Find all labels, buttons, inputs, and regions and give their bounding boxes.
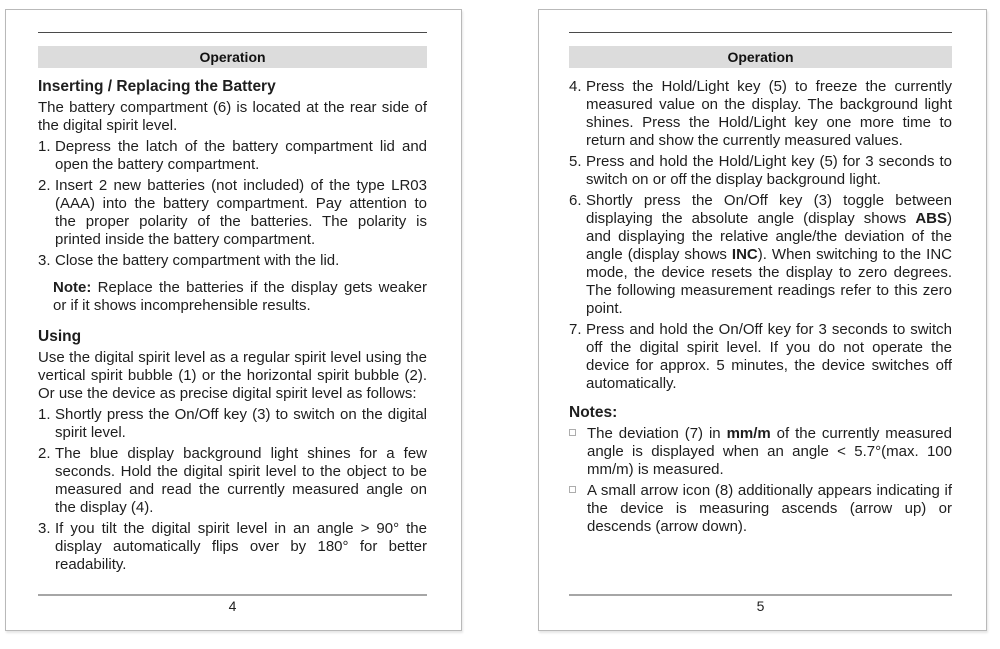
item-number: 2. <box>38 445 51 462</box>
text-run: The deviation (7) in <box>587 425 727 442</box>
text-run: Close the battery compartment with the lid. <box>55 252 340 269</box>
text-run: Use the digital spirit level as a regular spirit level using the vertical spirit bubble (1) or the horizontal spirit bubble (2). Or use the device as precise digital spirit level as follows: <box>38 349 427 402</box>
numbered-item <box>38 177 427 249</box>
item-number: 4. <box>569 78 582 95</box>
heading: Notes: <box>569 404 618 421</box>
text-run: Press the Hold/Light key (5) to freeze the currently measured value on the display. The background light shines. Press the Hold/Light key one more time to return and show the currently measured values. <box>586 78 952 149</box>
text-run: Depress the latch of the battery compartment lid and open the battery compartment. <box>55 138 427 173</box>
bulleted-item <box>569 425 952 479</box>
text-run: The blue display background light shines for a few seconds. Hold the digital spirit level to the object to be measured and read the currently measured angle on the display (4). <box>55 445 427 516</box>
page-content <box>569 78 952 590</box>
page-inner <box>539 10 986 630</box>
item-number: 7. <box>569 321 582 338</box>
item-text <box>55 252 427 270</box>
page-number: 4 <box>228 598 237 614</box>
item-text <box>587 482 952 536</box>
square-bullet-icon <box>569 425 587 479</box>
text-run: Press and hold the Hold/Light key (5) for 3 seconds to switch on or off the display background light. <box>586 153 952 188</box>
section-header-title: Operation <box>727 49 794 65</box>
item-text <box>55 138 427 174</box>
heading: Inserting / Replacing the Battery <box>38 78 276 95</box>
page-footer <box>38 594 427 614</box>
page <box>5 9 462 631</box>
square-bullet-icon <box>569 482 587 536</box>
page-content <box>38 78 427 590</box>
paragraph <box>38 349 427 403</box>
numbered-item <box>38 445 427 517</box>
page-inner <box>6 10 461 630</box>
item-text <box>586 192 952 318</box>
numbered-item <box>569 78 952 150</box>
item-text <box>55 177 427 249</box>
numbered-item <box>569 153 952 189</box>
section-header-bar <box>38 46 427 68</box>
item-number: 2. <box>38 177 51 194</box>
item-text <box>55 445 427 517</box>
text-run: of the currently measured angle is displayed when an angle < 5.7°(max. 100 mm/m) is measured. <box>587 425 952 478</box>
numbered-item <box>38 406 427 442</box>
bold-term: mm/m <box>726 425 771 442</box>
numbered-item <box>38 520 427 574</box>
numbered-item <box>38 138 427 174</box>
section-header-bar <box>569 46 952 68</box>
item-number: 1. <box>38 406 51 423</box>
text-run: Press and hold the On/Off key for 3 seconds to switch off the digital spirit level. If you do not operate the device for approx. 5 minutes, the device switches off automatically. <box>586 321 952 392</box>
text-run: If you tilt the digital spirit level in an angle > 90° the display automatically flips over by 180° for better readability. <box>55 520 427 573</box>
item-text <box>587 425 952 479</box>
item-text <box>55 520 427 574</box>
item-text <box>55 406 427 442</box>
text-run: A small arrow icon (8) additionally appears indicating if the device is measuring ascends (arrow up) or descends (arrow down). <box>587 482 952 535</box>
numbered-item <box>569 192 952 318</box>
page <box>538 9 987 631</box>
bulleted-item <box>569 482 952 536</box>
item-number: 1. <box>38 138 51 155</box>
page-footer <box>569 594 952 614</box>
text-run: Replace the batteries if the display gets weaker or if it shows incomprehensible results. <box>53 279 427 314</box>
text-run: Shortly press the On/Off key (3) to switch on the digital spirit level. <box>55 406 427 441</box>
bold-term: INC <box>731 246 758 263</box>
top-rule <box>569 32 952 33</box>
page-number: 5 <box>756 598 765 614</box>
paragraph <box>38 99 427 135</box>
text-run: The battery compartment (6) is located at the rear side of the digital spirit level. <box>38 99 427 134</box>
square-bullet-icon <box>569 429 576 436</box>
item-text <box>586 78 952 150</box>
item-text <box>586 153 952 189</box>
bold-term: ABS <box>915 210 947 227</box>
item-number: 5. <box>569 153 582 170</box>
item-number: 3. <box>38 252 51 269</box>
item-text <box>586 321 952 393</box>
text-run: ) and displaying the relative angle/the deviation of the angle (display shows <box>586 210 952 263</box>
note-paragraph <box>38 279 427 315</box>
bold-term: Note: <box>53 279 92 296</box>
text-run: ). When switching to the INC mode, the device resets the display to zero degrees. The following measurement readings refer to this zero point. <box>586 246 952 317</box>
item-number: 3. <box>38 520 51 537</box>
text-run: Insert 2 new batteries (not included) of the type LR03 (AAA) into the battery compartment. Pay attention to the proper polarity of the batteries. The polarity is printed inside the battery compartment. <box>55 177 427 248</box>
numbered-item <box>38 252 427 270</box>
square-bullet-icon <box>569 486 576 493</box>
item-number: 6. <box>569 192 582 209</box>
section-header-title: Operation <box>199 49 266 65</box>
heading: Using <box>38 328 82 345</box>
text-run: Shortly press the On/Off key (3) toggle between displaying the absolute angle (display shows <box>586 192 952 227</box>
numbered-item <box>569 321 952 393</box>
top-rule <box>38 32 427 33</box>
